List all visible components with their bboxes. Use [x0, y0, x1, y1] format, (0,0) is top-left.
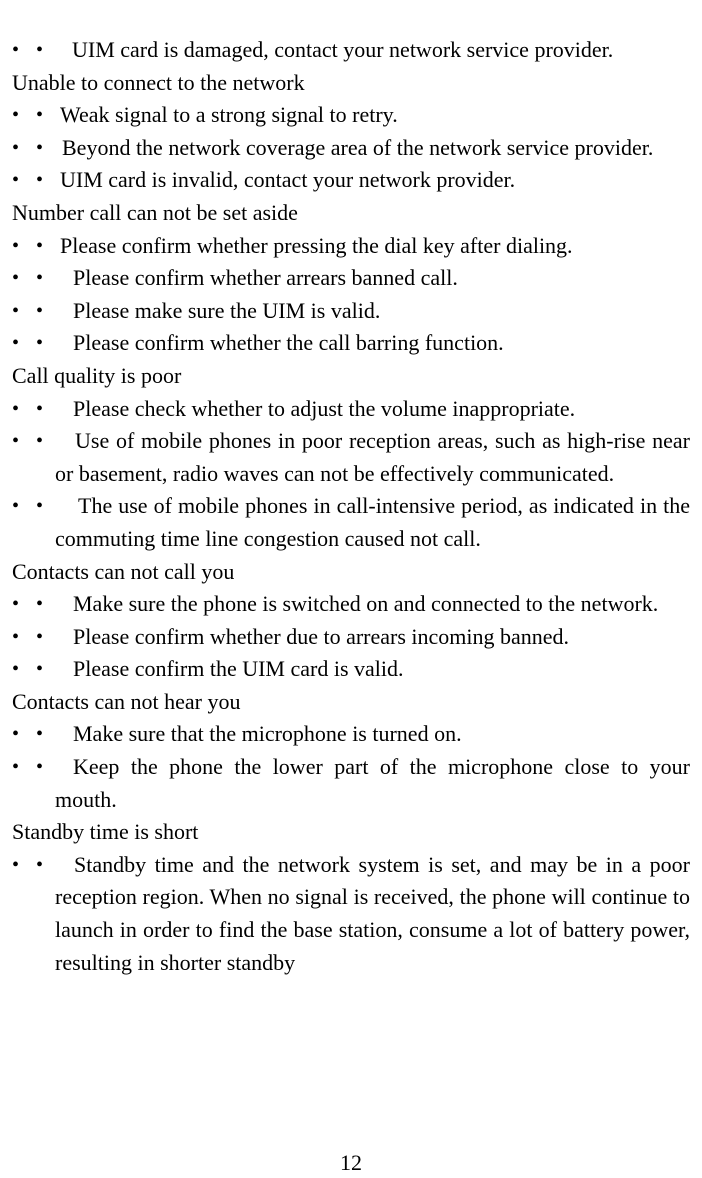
bullet-icon: • •	[12, 723, 50, 746]
bullet-item-text: Standby time and the network system is set, and may be in a poor reception region. When no signal is received, the phone will continue to launch in order to find the base station, consume a lot of battery power, resulting in shorter standby	[55, 851, 690, 975]
page-number: 12	[340, 1150, 362, 1175]
bullet-item-text: Use of mobile phones in poor reception areas, such as high-rise near or basement, radio waves can not be effectively communicated.	[55, 428, 690, 486]
bullet-icon: • •	[12, 39, 50, 61]
bullet-icon: • •	[12, 169, 50, 192]
bullet-item	[12, 653, 690, 686]
bullet-icon: • •	[12, 430, 50, 453]
bullet-item	[12, 295, 690, 328]
bullet-icon: • •	[12, 853, 50, 876]
bullet-item	[12, 327, 690, 360]
bullet-icon: • •	[12, 104, 50, 127]
bullet-item	[12, 425, 690, 490]
bullet-item	[12, 621, 690, 654]
bullet-item	[12, 393, 690, 426]
bullet-item	[12, 132, 690, 165]
bullet-item-text: Beyond the network coverage area of the network service provider.	[62, 134, 654, 160]
bullet-icon: • •	[12, 397, 50, 420]
bullet-icon: • •	[12, 658, 50, 681]
bullet-item-text: Please confirm whether the call barring function.	[73, 330, 504, 356]
bullet-item-text: Please confirm whether pressing the dial key after dialing.	[60, 232, 573, 258]
bullet-item-text: UIM card is damaged, contact your network service provider.	[72, 37, 614, 62]
bullet-item	[12, 751, 690, 816]
section-heading: Number call can not be set aside	[12, 199, 298, 225]
bullet-item	[12, 230, 690, 263]
bullet-item	[12, 164, 690, 197]
bullet-icon: • •	[12, 332, 50, 355]
section-heading: Contacts can not call you	[12, 558, 235, 584]
bullet-icon: • •	[12, 593, 50, 616]
bullet-item	[12, 262, 690, 295]
bullet-item	[12, 490, 690, 555]
section-heading: Unable to connect to the network	[12, 69, 305, 95]
bullet-item-text: Please confirm whether arrears banned call.	[73, 265, 458, 291]
bullet-item-text: Weak signal to a strong signal to retry.	[60, 102, 398, 128]
bullet-icon: • •	[12, 625, 50, 648]
bullet-item-text: Keep the phone the lower part of the microphone close to your mouth.	[55, 754, 690, 812]
section-heading: Standby time is short	[12, 819, 199, 845]
bullet-item	[12, 34, 690, 67]
bullet-item-text: Make sure the phone is switched on and connected to the network.	[73, 591, 659, 617]
section-heading: Call quality is poor	[12, 362, 182, 388]
bullet-item	[12, 588, 690, 621]
bullet-item-text: Please confirm whether due to arrears incoming banned.	[73, 623, 570, 649]
bullet-item	[12, 718, 690, 751]
bullet-icon: • •	[12, 267, 50, 290]
bullet-icon: • •	[12, 756, 50, 779]
section-heading: Contacts can not hear you	[12, 688, 241, 714]
bullet-item	[12, 849, 690, 979]
bullet-icon: • •	[12, 495, 50, 518]
bullet-item-text: The use of mobile phones in call-intensive period, as indicated in the commuting time line congestion caused not call.	[55, 493, 690, 551]
bullet-icon: • •	[12, 136, 50, 159]
bullet-icon: • •	[12, 234, 50, 257]
bullet-item-text: Make sure that the microphone is turned on.	[73, 721, 462, 747]
bullet-item-text: Please confirm the UIM card is valid.	[73, 656, 404, 682]
bullet-item	[12, 99, 690, 132]
bullet-item-text: UIM card is invalid, contact your network provider.	[60, 167, 516, 193]
bullet-icon: • •	[12, 299, 50, 322]
document-page-body	[12, 34, 690, 979]
bullet-item-text: Please make sure the UIM is valid.	[73, 297, 381, 323]
bullet-item-text: Please check whether to adjust the volume inappropriate.	[73, 395, 576, 421]
